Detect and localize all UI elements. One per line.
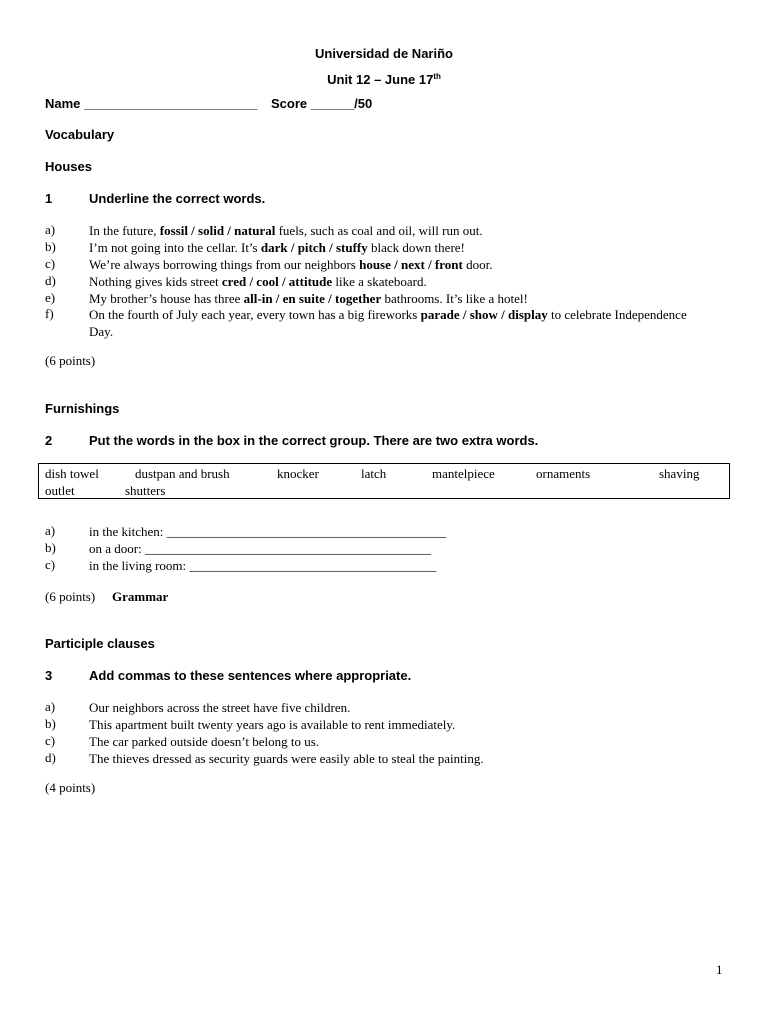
unit-title-suffix: th: [433, 72, 441, 81]
box-word: shutters: [125, 483, 166, 498]
word-choices[interactable]: dark / pitch / stuffy: [260, 240, 368, 255]
sentence-text: In the future,: [89, 223, 160, 238]
sentence-item: Our neighbors across the street have five children.: [89, 700, 351, 715]
section1-instruction: Underline the correct words.: [89, 191, 266, 206]
furnishings-heading: Furnishings: [45, 401, 120, 416]
item-letter: c): [45, 557, 56, 572]
word-choices[interactable]: fossil / solid / natural: [159, 223, 276, 238]
section1-points: (6 points): [45, 353, 96, 368]
answer-line-door[interactable]: on a door: ____________________________________________: [89, 541, 431, 556]
box-word: dish towel: [45, 466, 99, 481]
item-letter: d): [45, 273, 56, 288]
sentence-item: [89, 273, 689, 290]
sentence-text: fuels, such as coal and oil, will run out.: [275, 223, 483, 238]
item-letter: e): [45, 290, 56, 305]
sentence-item: [89, 239, 689, 256]
word-choices[interactable]: cred / cool / attitude: [221, 274, 333, 289]
sentence-text: Nothing gives kids street: [89, 274, 222, 289]
sentence-item: The thieves dressed as security guards were easily able to steal the painting.: [89, 751, 484, 766]
section2-instruction: Put the words in the box in the correct group. There are two extra words.: [89, 433, 539, 448]
word-choices[interactable]: house / next / front: [359, 257, 463, 272]
item-letter: a): [45, 222, 56, 237]
item-letter: a): [45, 523, 56, 538]
sentence-item: [89, 256, 689, 273]
grammar-heading: Grammar: [112, 589, 169, 604]
answer-line-living-room[interactable]: in the living room: ______________________________________: [89, 558, 437, 573]
box-word: outlet: [45, 483, 75, 498]
sentence-item: [89, 306, 689, 340]
sentence-item: [89, 290, 689, 307]
box-word: knocker: [277, 466, 319, 481]
box-word: ornaments: [536, 466, 591, 481]
item-letter: b): [45, 540, 56, 555]
houses-heading: Houses: [45, 159, 92, 174]
word-box: [38, 463, 730, 499]
score-field[interactable]: Score ______/50: [271, 96, 373, 111]
section1-number: 1: [45, 191, 53, 206]
item-letter: b): [45, 716, 56, 731]
page-number: 1: [716, 962, 723, 977]
section3-points: (4 points): [45, 780, 96, 795]
sentence-text: My brother’s house has three: [89, 291, 244, 306]
sentence-text: We’re always borrowing things from our neighbors: [89, 257, 360, 272]
name-field[interactable]: Name ________________________: [45, 96, 258, 111]
item-letter: c): [45, 256, 56, 271]
item-letter: f): [45, 306, 54, 321]
sentence-text: like a skateboard.: [332, 274, 427, 289]
box-word: mantelpiece: [432, 466, 495, 481]
sentence-text: door.: [462, 257, 493, 272]
vocabulary-heading: Vocabulary: [45, 127, 115, 142]
word-choices[interactable]: all-in / en suite / together: [243, 291, 382, 306]
unit-title-text: Unit 12 – June 17: [327, 72, 434, 87]
section2-points: (6 points): [45, 589, 96, 604]
item-letter: a): [45, 699, 56, 714]
box-word: latch: [361, 466, 387, 481]
sentence-text: On the fourth of July each year, every town has a big fireworks: [89, 307, 421, 322]
box-word: dustpan and brush: [135, 466, 230, 481]
section2-number: 2: [45, 433, 53, 448]
sentence-text: I’m not going into the cellar. It’s: [89, 240, 261, 255]
answer-line-kitchen[interactable]: in the kitchen: ___________________________________________: [89, 524, 447, 539]
sentence-item: The car parked outside doesn’t belong to us.: [89, 734, 320, 749]
item-letter: d): [45, 750, 56, 765]
item-letter: b): [45, 239, 56, 254]
sentence-text: to celebrate Independence Day.: [89, 307, 687, 339]
section3-instruction: Add commas to these sentences where appropriate.: [89, 668, 412, 683]
sentence-item: This apartment built twenty years ago is available to rent immediately.: [89, 717, 456, 732]
item-letter: c): [45, 733, 56, 748]
university-title: Universidad de Nariño: [315, 46, 453, 61]
word-choices[interactable]: parade / show / display: [420, 307, 548, 322]
section3-number: 3: [45, 668, 53, 683]
unit-title: [0, 72, 768, 87]
participle-heading: Participle clauses: [45, 636, 155, 651]
sentence-text: bathrooms. It’s like a hotel!: [381, 291, 528, 306]
sentence-item: [89, 222, 689, 239]
sentence-text: black down there!: [367, 240, 465, 255]
box-word: shaving: [659, 466, 700, 481]
